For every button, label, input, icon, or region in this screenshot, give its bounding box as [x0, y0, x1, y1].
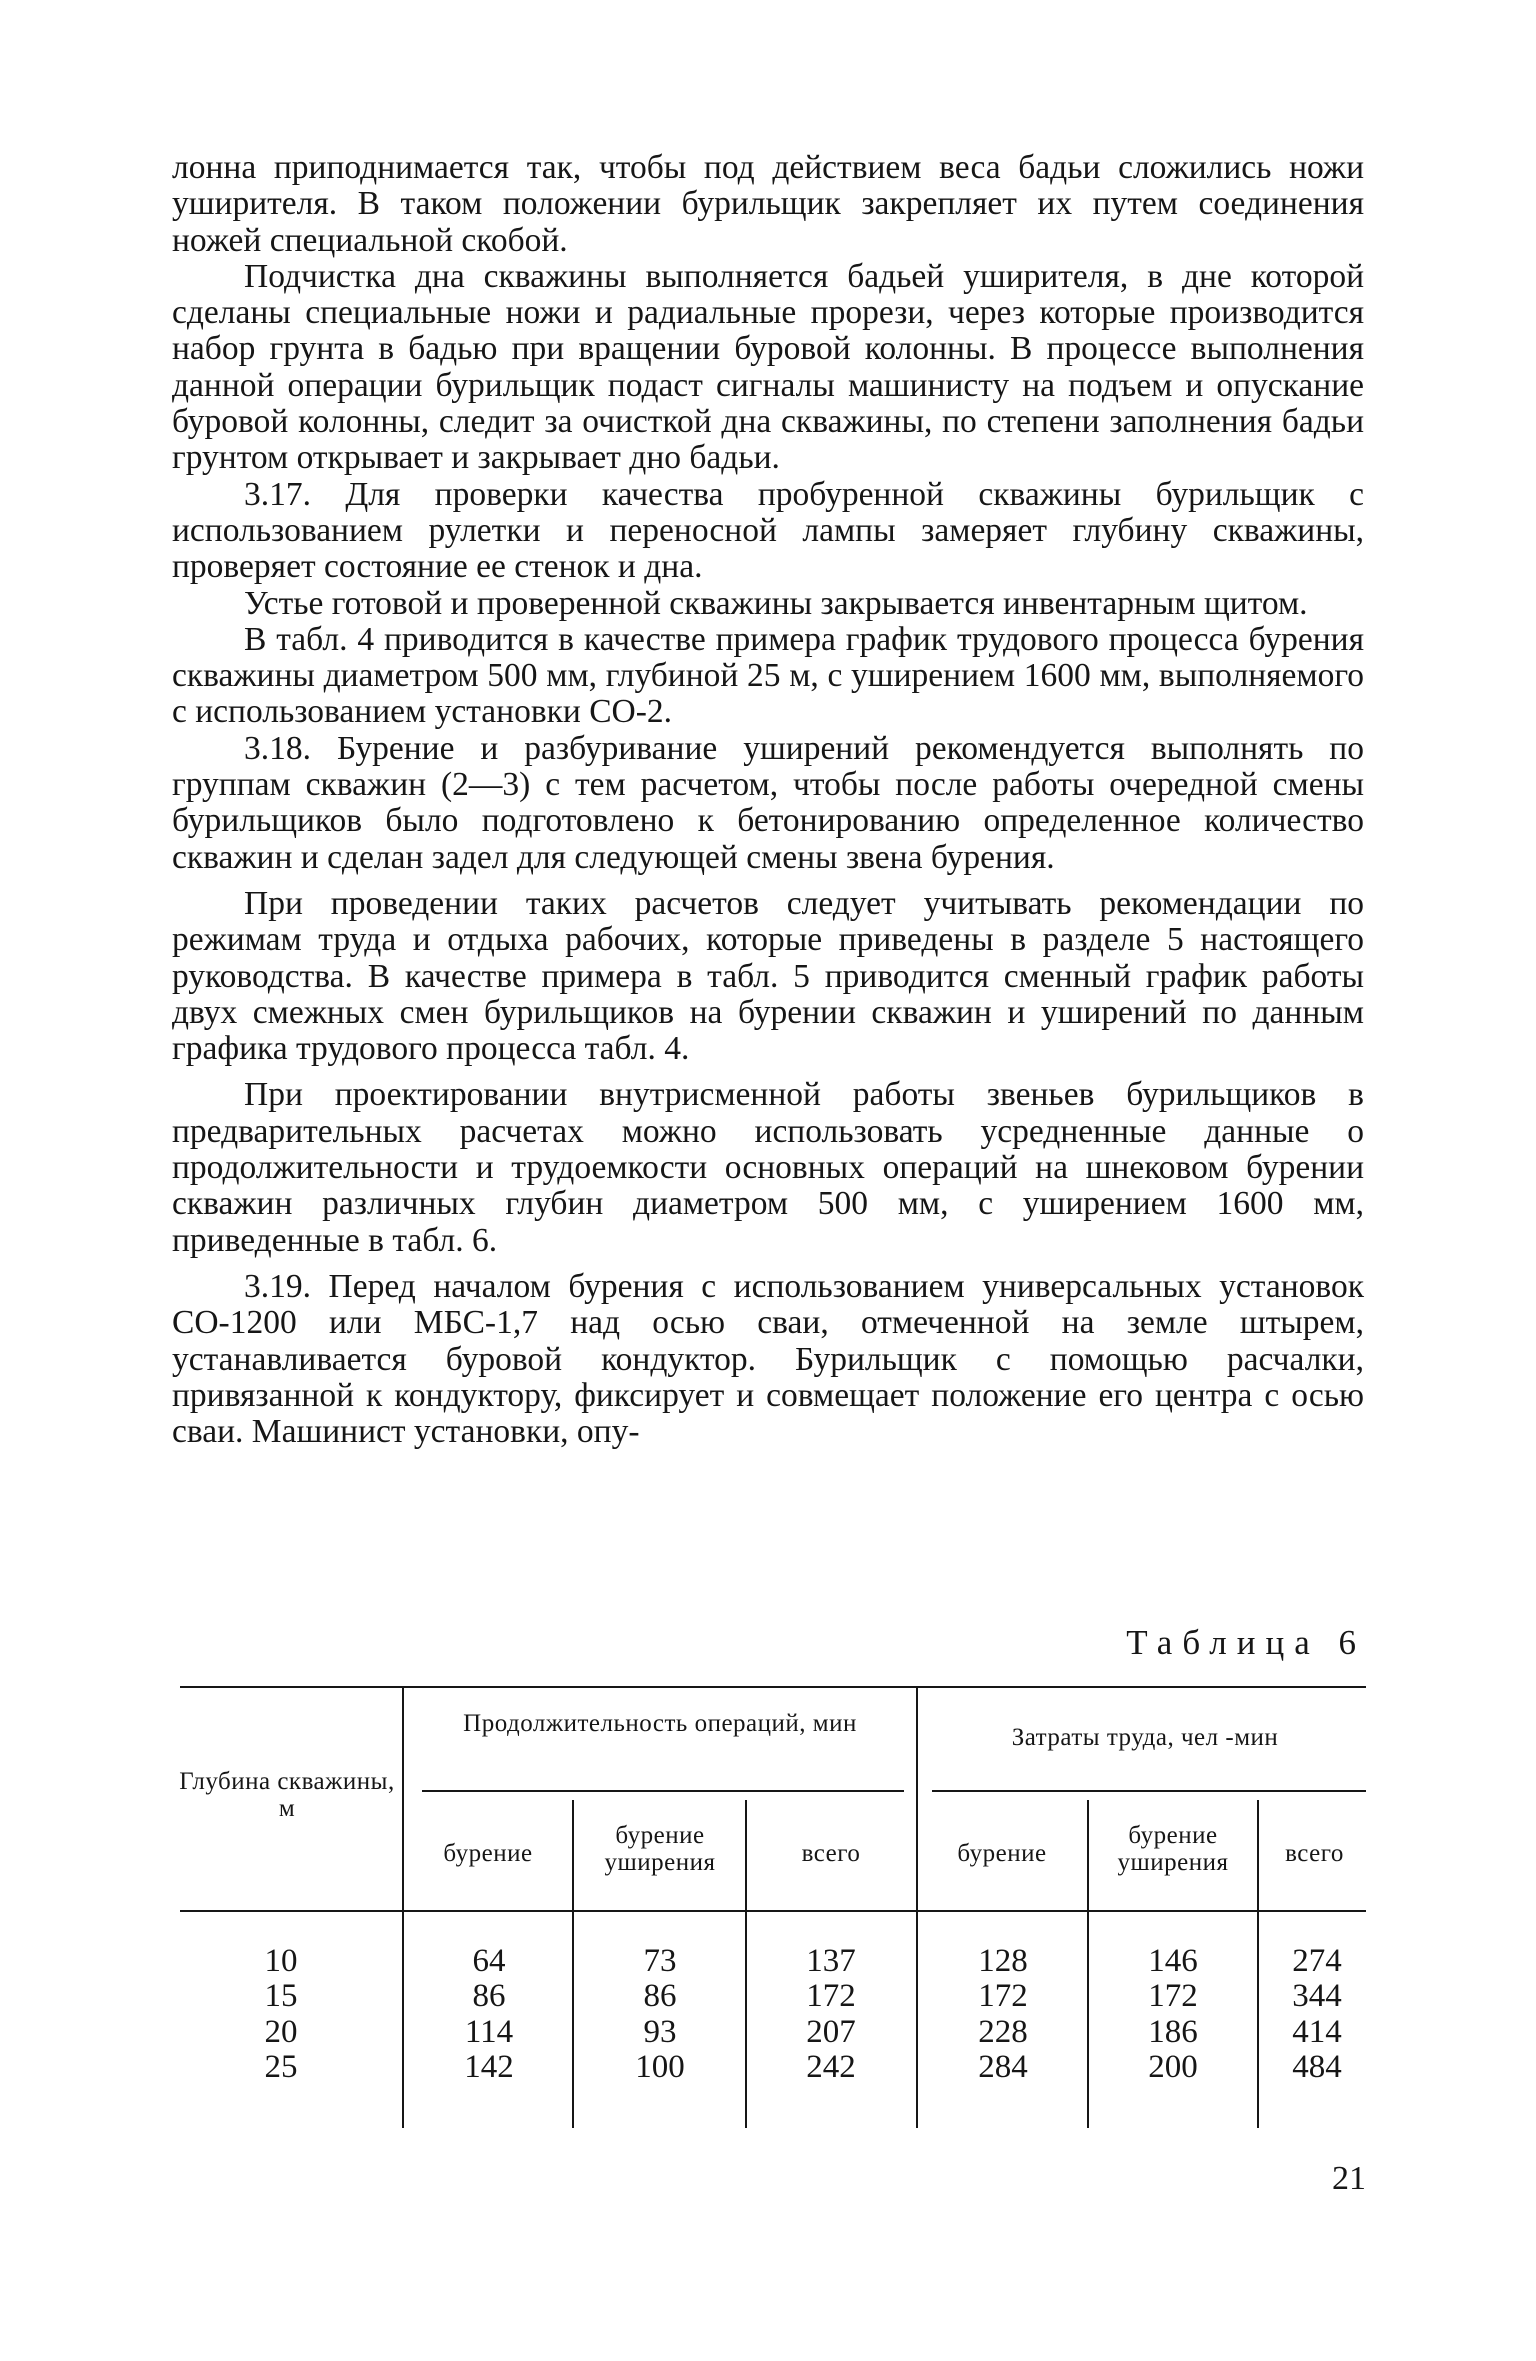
column-dur-total [776, 1944, 886, 2085]
header-widening: бурение уширения [604, 1822, 716, 1876]
column-lab-widening [1118, 1944, 1228, 2085]
table-cell: 142 [464, 2048, 514, 2085]
paragraph: лонна приподнимается так, чтобы под действием веса бадьи сложились ножи уширителя. В таком положении бурильщик закрепляет их путем соединения ножей специальной скобой. [172, 149, 1364, 259]
column-dur-drilling [434, 1944, 544, 2085]
table-cell: 207 [806, 2013, 856, 2050]
header-total: всего [801, 1840, 861, 1867]
column-dur-widening [605, 1944, 715, 2085]
table-cell: 86 [472, 1978, 506, 2015]
column-depth [226, 1944, 336, 2085]
table-top-rule [180, 1686, 1366, 1688]
header-duration-group: Продолжительность операций, мин [463, 1710, 857, 1737]
page-number: 21 [1332, 2160, 1366, 2197]
header-depth: Глубина скважины, м [179, 1768, 395, 1822]
table-cell: 15 [264, 1978, 298, 2015]
table-cell: 274 [1292, 1943, 1342, 1979]
table-cell: 73 [643, 1943, 677, 1979]
paragraph: В табл. 4 приводится в качестве примера график трудового процесса бурения скважины диаметром 500 мм, глубиной 25 м, с уширением 1600 мм, выполняемого с использованием установки СО-2. [172, 620, 1364, 731]
paragraph: При проведении таких расчетов следует учитывать рекомендации по режимам труда и отдыха рабочих, которые приведены в разделе 5 настоящего руководства. В качестве примера в табл. 5 приводится сменный график работы двух смежных смен бурильщиков на бурении скважин и уширений по данным графика трудового процесса табл. 4. [172, 884, 1364, 1068]
table-cell: 137 [806, 1943, 856, 1979]
column-divider [916, 1686, 918, 2128]
paragraph: При проектировании внутрисменной работы звеньев бурильщиков в предварительных расчетах можно использовать усредненные данные о продолжительности и трудоемкости основных операций на шнековом бурении скважин различных глубин диаметром 500 мм, с уширением 1600 мм, приведенные в табл. 6. [172, 1076, 1364, 1259]
group-divider-left [422, 1790, 904, 1792]
paragraph: Подчистка дна скважины выполняется бадьей уширителя, в дне которой сделаны специальные ножи и радиальные прорези, через которые производится набор грунта в бадью при вращении буровой колонны. В процессе выполнения данной операции бурильщик подаст сигналы машинисту на подъем и опускание буровой колонны, следит за очисткой дна скважины, по степени заполнения бадьи грунтом открывает и закрывает дно бадьи. [172, 257, 1364, 477]
table-cell: 128 [978, 1943, 1028, 1979]
table-cell: 93 [643, 2013, 677, 2050]
table-cell: 10 [264, 1943, 298, 1979]
table-cell: 414 [1292, 2013, 1342, 2050]
paragraph: 3.19. Перед началом бурения с использованием универсальных установок СО-1200 или МБС-1,7 над осью сваи, отмеченной на земле штырем, устанавливается буровой кондуктор. Бурильщик с помощью расчалки, привязанной к кондуктору, фиксирует и совмещает положение его центра с осью сваи. Машинист установки, опу- [172, 1267, 1364, 1451]
column-lab-total [1262, 1944, 1372, 2085]
table-cell: 344 [1292, 1978, 1342, 2015]
column-divider [1257, 1800, 1259, 2128]
column-divider [402, 1686, 404, 2128]
table-cell: 100 [635, 2048, 685, 2085]
header-bottom-rule [180, 1910, 1366, 1912]
header-drilling: бурение [443, 1840, 533, 1867]
table-caption: Таблица 6 [1126, 1623, 1366, 1662]
table-cell: 200 [1148, 2048, 1198, 2085]
header-labor-drilling: бурение [957, 1840, 1047, 1867]
table-cell: 20 [264, 2013, 298, 2050]
table-cell: 284 [978, 2048, 1028, 2085]
table-cell: 172 [1148, 1978, 1198, 2015]
table-cell: 484 [1292, 2048, 1342, 2085]
column-lab-drilling [948, 1944, 1058, 2085]
table-cell: 25 [264, 2048, 298, 2085]
header-labor-total: всего [1285, 1840, 1344, 1867]
paragraph: 3.17. Для проверки качества пробуренной скважины бурильщик с использованием рулетки и переносной лампы замеряет глубину скважины, проверяет состояние ее стенок и дна. [172, 475, 1364, 586]
header-labor-group: Затраты труда, чел -мин [1011, 1724, 1279, 1751]
paragraph: 3.18. Бурение и разбуривание уширений рекомендуется выполнять по группам скважин (2—3) с тем расчетом, чтобы после работы очередной смены бурильщиков было подготовлено к бетонированию определенное количество скважин и сделан задел для следующей смены звена бурения. [172, 729, 1364, 876]
header-labor-widening: бурение уширения [1117, 1822, 1229, 1876]
table-cell: 86 [643, 1978, 677, 2015]
body-text [172, 150, 1364, 1450]
column-divider [745, 1800, 747, 2128]
column-divider [572, 1800, 574, 2128]
table-cell: 242 [806, 2048, 856, 2085]
table-cell: 114 [464, 2013, 514, 2050]
table-cell: 146 [1148, 1943, 1198, 1979]
table-cell: 228 [978, 2013, 1028, 2050]
table-cell: 64 [472, 1943, 506, 1979]
table-cell: 172 [806, 1978, 856, 2015]
column-divider [1087, 1800, 1089, 2128]
table-cell: 172 [978, 1978, 1028, 2015]
group-divider-right [932, 1790, 1366, 1792]
paragraph: Устье готовой и проверенной скважины закрывается инвентарным щитом. [244, 584, 1308, 622]
table-cell: 186 [1148, 2013, 1198, 2050]
